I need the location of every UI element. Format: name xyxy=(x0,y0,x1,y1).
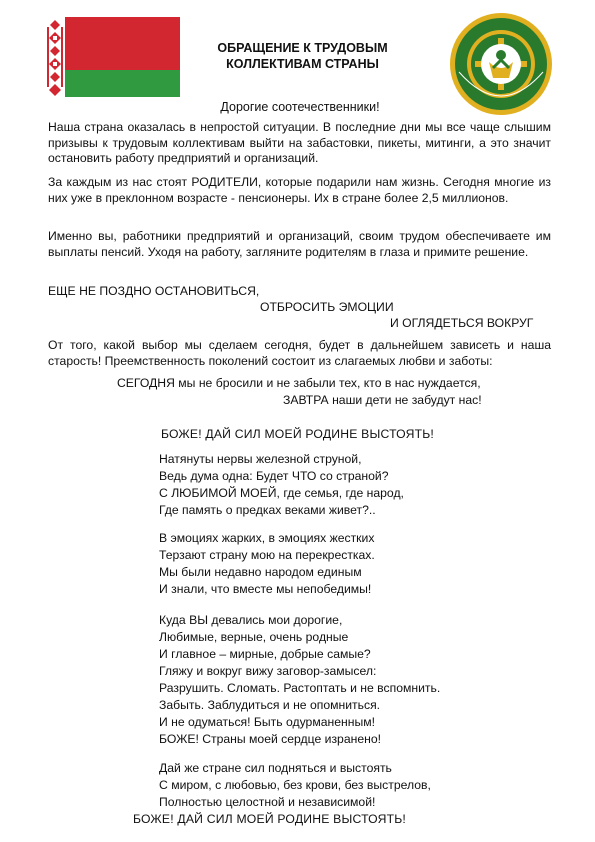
poem-line: Полностью целостной и независимой! xyxy=(159,795,376,809)
prayer-heading-top: БОЖЕ! ДАЙ СИЛ МОЕЙ РОДИНЕ ВЫСТОЯТЬ! xyxy=(160,427,435,441)
belarus-flag xyxy=(45,17,180,97)
poem-stanza-1 xyxy=(159,451,489,519)
poem-line: Натянуты нервы железной струной, xyxy=(159,452,362,466)
paragraph-situation: Наша страна оказалась в непростой ситуации. В последние дни мы все чаще слышим призывы к трудовым коллективам выйти на забастовки, пикеты, митинги, а это значит остановить работу предприятий и организаций. xyxy=(48,120,551,166)
poem-line: С ЛЮБИМОЙ МОЕЙ, где семья, где народ, xyxy=(159,486,404,500)
call-line-1: ЕЩЕ НЕ ПОЗДНО ОСТАНОВИТЬСЯ, xyxy=(48,284,260,298)
poem-line: И не одуматься! Быть одурманенным! xyxy=(159,715,375,729)
call-line-3: И ОГЛЯДЕТЬСЯ ВОКРУГ xyxy=(390,316,534,330)
today-line: СЕГОДНЯ мы не бросили и не забыли тех, кто в нас нуждается, xyxy=(117,376,481,390)
poem-line: Дай же стране сил подняться и выстоять xyxy=(159,761,392,775)
poem-line: БОЖЕ! Страны моей сердце изранено! xyxy=(159,732,382,746)
poem-stanza-4 xyxy=(159,760,489,811)
poem-line: Любимые, верные, очень родные xyxy=(159,630,349,644)
tomorrow-line: ЗАВТРА наши дети не забудут нас! xyxy=(283,393,482,407)
ministry-emblem xyxy=(449,12,553,116)
poem-line: Где память о предках веками живет?.. xyxy=(159,503,376,517)
poem-line: Забыть. Заблудиться и не опомниться. xyxy=(159,698,381,712)
poem-line: С миром, с любовью, без крови, без выстрелов, xyxy=(159,778,431,792)
prayer-heading-bottom: БОЖЕ! ДАЙ СИЛ МОЕЙ РОДИНЕ ВЫСТОЯТЬ! xyxy=(132,812,407,826)
paragraph-parents: За каждым из нас стоят РОДИТЕЛИ, которые подарили нам жизнь. Сегодня многие из них уже в преклонном возрасте - пенсионеры. Их в стране более 2,5 миллионов. xyxy=(48,175,551,205)
title-line-2: КОЛЛЕКТИВАМ СТРАНЫ xyxy=(226,57,379,71)
poem-line: Гляжу и вокруг вижу заговор-замысел: xyxy=(159,664,377,678)
document-title xyxy=(205,40,400,72)
title-line-1: ОБРАЩЕНИЕ К ТРУДОВЫМ xyxy=(217,41,388,55)
call-line-2: ОТБРОСИТЬ ЭМОЦИИ xyxy=(260,300,394,314)
poem-line: Ведь дума одна: Будет ЧТО со страной? xyxy=(159,469,389,483)
flag-red-band xyxy=(45,17,180,70)
greeting: Дорогие соотечественники! xyxy=(220,100,380,114)
flag-green-band xyxy=(45,70,180,97)
poem-line: И знали, что вместе мы непобедимы! xyxy=(159,582,372,596)
poem-stanza-3 xyxy=(159,612,489,748)
paragraph-choice: От того, какой выбор мы сделаем сегодня, будет в дальнейшем зависеть и наша старость! Преемственность поколений состоит из слагаемых любви и заботы: xyxy=(48,338,551,368)
poem-line: Куда ВЫ девались мои дорогие, xyxy=(159,613,343,627)
poem-stanza-2 xyxy=(159,530,489,598)
poem-line: В эмоциях жарких, в эмоциях жестких xyxy=(159,531,375,545)
poem-line: Мы были недавно народом единым xyxy=(159,565,362,579)
poem-line: И главное – мирные, добрые самые? xyxy=(159,647,371,661)
paragraph-workers: Именно вы, работники предприятий и организаций, своим трудом обеспечиваете им выплаты пенсий. Уходя на работу, загляните родителям в глаза и примите решение. xyxy=(48,229,551,259)
poem-line: Разрушить. Сломать. Растоптать и не вспомнить. xyxy=(159,681,441,695)
poem-line: Терзают страну мою на перекрестках. xyxy=(159,548,375,562)
